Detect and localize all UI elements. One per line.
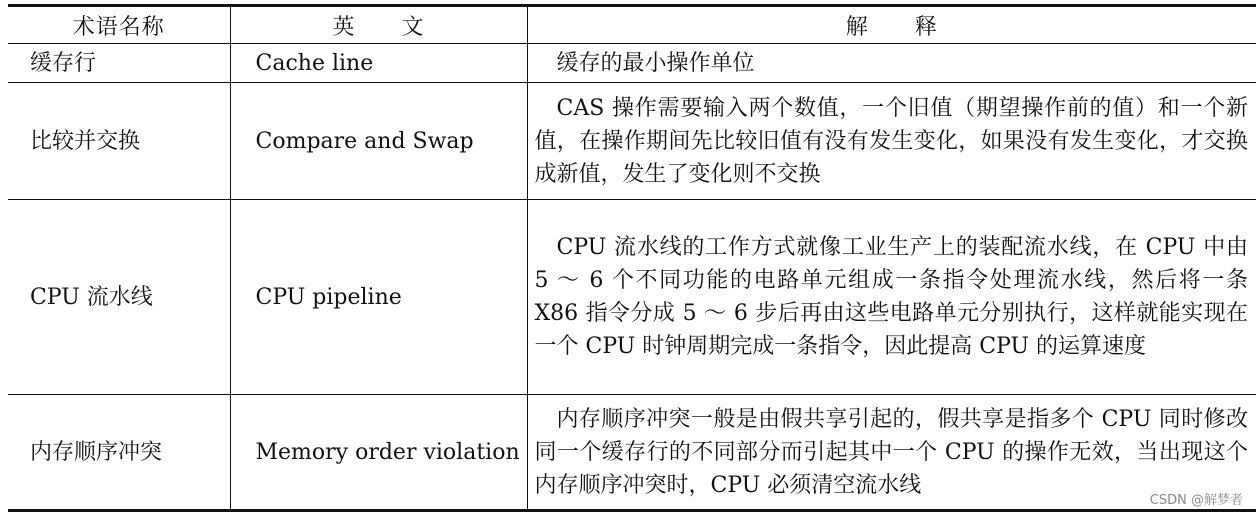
header-row <box>8 6 1256 44</box>
term-explanation-cell: 缓存的最小操作单位 <box>527 44 1256 83</box>
table-body <box>8 44 1256 511</box>
header-explanation: 解 释 <box>527 6 1256 44</box>
terms-table <box>8 4 1256 512</box>
term-name-cell: 缓存行 <box>8 44 230 83</box>
term-english-cell: Cache line <box>230 44 527 83</box>
terms-table-container <box>8 4 1256 512</box>
table-row <box>8 44 1256 83</box>
watermark: CSDN @解梦者 <box>1148 489 1245 508</box>
term-name-cell: 内存顺序冲突 <box>8 395 230 511</box>
term-explanation-cell: 内存顺序冲突一般是由假共享引起的，假共享是指多个 CPU 同时修改同一个缓存行的不同部分而引起其中一个 CPU 的操作无效，当出现这个内存顺序冲突时，CPU 必须清空流水线 <box>527 395 1256 511</box>
table-row <box>8 395 1256 511</box>
table-header <box>8 6 1256 44</box>
term-english-cell: CPU pipeline <box>230 200 527 395</box>
header-term-name: 术语名称 <box>8 6 230 44</box>
term-english-cell: Memory order violation <box>230 395 527 511</box>
header-english: 英 文 <box>230 6 527 44</box>
table-row <box>8 83 1256 200</box>
term-explanation-cell: CAS 操作需要输入两个数值，一个旧值（期望操作前的值）和一个新值，在操作期间先比较旧值有没有发生变化，如果没有发生变化，才交换成新值，发生了变化则不交换 <box>527 83 1256 200</box>
table-row <box>8 200 1256 395</box>
term-explanation-cell: CPU 流水线的工作方式就像工业生产上的装配流水线，在 CPU 中由 5 ～ 6 个不同功能的电路单元组成一条指令处理流水线，然后将一条 X86 指令分成 5 ～ 6 步后再由这些电路单元分别执行，这样就能实现在一个 CPU 时钟周期完成一条指令，因此提高 CPU 的运算速度 <box>527 200 1256 395</box>
term-name-cell: 比较并交换 <box>8 83 230 200</box>
term-english-cell: Compare and Swap <box>230 83 527 200</box>
term-name-cell: CPU 流水线 <box>8 200 230 395</box>
